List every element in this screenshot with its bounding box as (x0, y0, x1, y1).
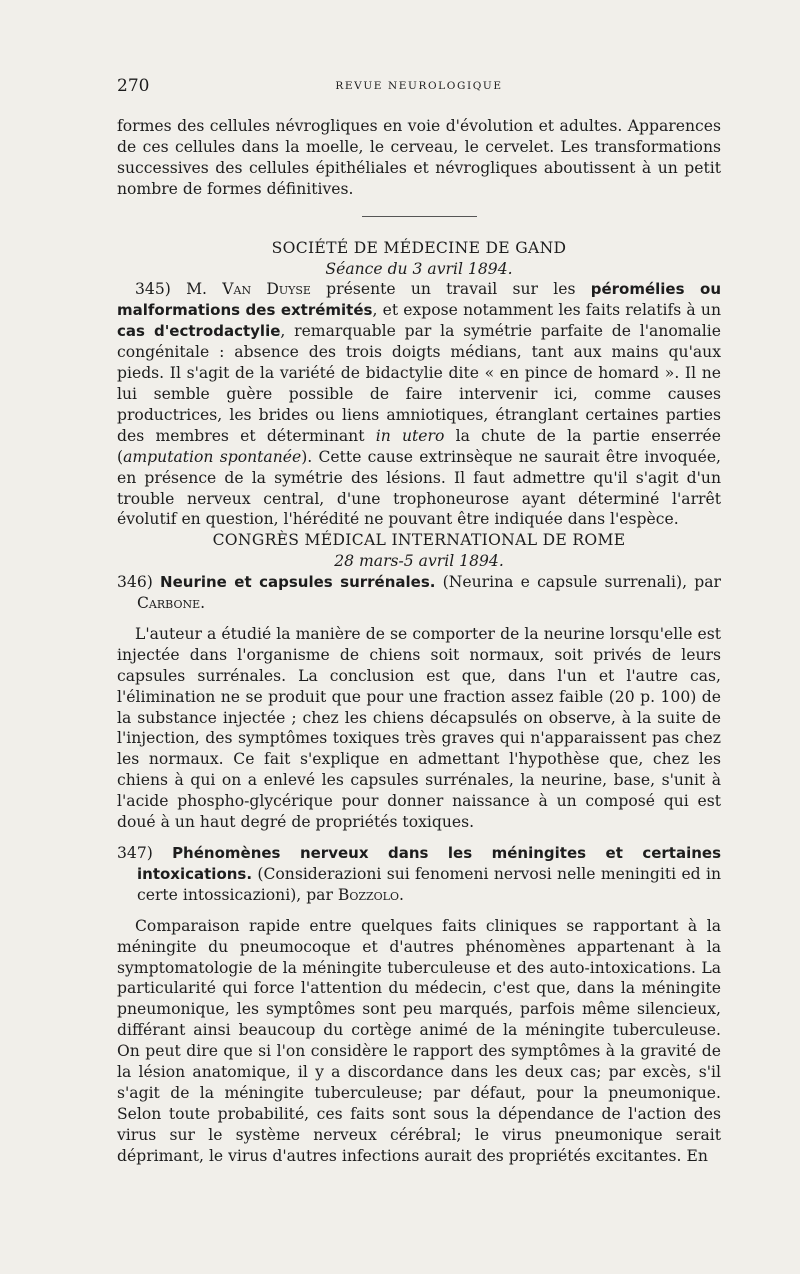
society-title: SOCIÉTÉ DE MÉDECINE DE GAND (271, 238, 567, 257)
abstract-345-text: présente un travail sur les (310, 280, 591, 299)
abstract-345-author: Van Duyse (222, 280, 311, 299)
intro-paragraph: formes des cellules névrogliques en voie d'évolution et adultes. Apparences de ces cellules dans la moelle, le cerveau, le cervelet. Les transformations successives des cellules épithéliales et névrogliques aboutissent à un petit nombre de formes définitives. (117, 117, 721, 198)
abstract-346-title: Neurine et capsules surrénales. (160, 573, 436, 592)
abstract-347-heading (117, 843, 721, 906)
abstract-347-period: . (399, 885, 404, 904)
spacer (117, 906, 721, 916)
abstract-346-body: L'auteur a étudié la manière de se comporter de la neurine lorsqu'elle est injectée dans l'organisme de chiens soit normaux, soit privés de leurs capsules surrénales. La conclusion est que, dans l'un et l'autre cas, l'élimination ne se produit que pour une fraction assez faible (20 p. 100) de la substance injectée ; chez les chiens décapsulés on observe, à la suite de l'injection, des symptômes toxiques très graves qui n'apparaissent pas chez les normaux. Ce fait s'explique en admettant l'hypothèse que, chez les chiens à qui on a enlevé les capsules surrénales, la neurine, base, s'unit à l'acide phospho-glycérique pour donner naissance à un composé qui est doué à un haut degré de propriétés toxiques. (117, 624, 721, 832)
congress-date: 28 mars-5 avril 1894. (334, 552, 504, 571)
abstract-345-topic-1: péromélies ou malformations des extrémités (117, 280, 721, 320)
abstract-346-period: . (200, 594, 206, 613)
abstract-345-text: la chute de la partie enserrée ( (117, 426, 721, 466)
spacer (117, 833, 721, 843)
abstract-347-author: Bozzolo (337, 885, 399, 904)
running-title: REVUE NEUROLOGIQUE (335, 80, 503, 92)
section-divider (362, 216, 477, 217)
abstract-346-subtitle: (Neurina e capsule surrenali), par (435, 573, 721, 592)
abstract-346-number: 346) (117, 573, 161, 592)
abstract-345 (117, 279, 721, 530)
congress-title: CONGRÈS MÉDICAL INTERNATIONAL DE ROME (212, 531, 626, 550)
abstract-345-number: 345) M. (135, 280, 208, 299)
abstract-347-body: Comparaison rapide entre quelques faits cliniques se rapportant à la méningite du pneumocoque et d'autres phénomènes appartenant à la symptomatologie de la méningite tuberculeuse et des auto-intoxications. La particularité qui force l'attention du médecin, c'est que, dans la méningite pneumonique, les symptômes sont peu marqués, parfois même silencieux, différant ainsi beaucoup du cortège animé de la méningite tuberculeuse. On peut dire que si l'on considère le rapport des symptômes à la gravité de la lésion anatomique, il y a discordance dans les deux cas; par excès, s'il s'agit de la méningite tuberculeuse; par défaut, pour la pneumonique. Selon toute probabilité, ces faits sont sous la dépendance de l'action des virus sur le système nerveux cérébral; le virus pneumonique serait déprimant, le virus d'autres infections aurait des propriétés excitantes. En (117, 916, 721, 1165)
abstract-345-text: , remarquable par la symétrie parfaite de l'anomalie congénitale : absence des trois doigts médians, tant aux mains qu'aux pieds. Il s'agit de la variété de bidactylie dite « en pince de homard ». Il ne lui semble guère possible de faire intervenir ici, comme causes productrices, les brides ou liens amniotiques, étranglant certaines parties des membres et déterminant (117, 322, 721, 445)
abstract-345-topic-2: cas d'ectrodactylie (117, 322, 281, 341)
page-header (117, 76, 721, 100)
spacer (117, 614, 721, 624)
abstract-346-heading (117, 572, 721, 614)
page-body (117, 116, 721, 1167)
abstract-345-text: , et expose notamment les faits relatifs à un (372, 301, 721, 320)
abstract-345-text: ). Cette cause extrinsèque ne saurait être invoquée, en présence de la symétrie des lésions. Il faut admettre qu'il s'agit d'un trouble nerveux central, d'une trophoneurose ayant déterminé l'arrêt évolutif en question, l'hérédité ne pouvant être indiquée dans l'espèce. (117, 447, 722, 529)
abstract-347-number: 347) (117, 844, 173, 862)
page-number: 270 (117, 76, 150, 96)
abstract-346-author: Carbone (137, 594, 201, 613)
abstract-345-italic: amputation spontanée (123, 447, 302, 466)
abstract-347-subtitle: (Considerazioni sui fenomeni nervosi nelle meningiti ed in certe intossicazioni), par (137, 864, 721, 904)
abstract-347-title: Phénomènes nerveux dans les méningites et certaines intoxications. (137, 844, 722, 883)
abstract-345-italic: in utero (375, 426, 445, 445)
session-date: Séance du 3 avril 1894. (325, 259, 513, 278)
